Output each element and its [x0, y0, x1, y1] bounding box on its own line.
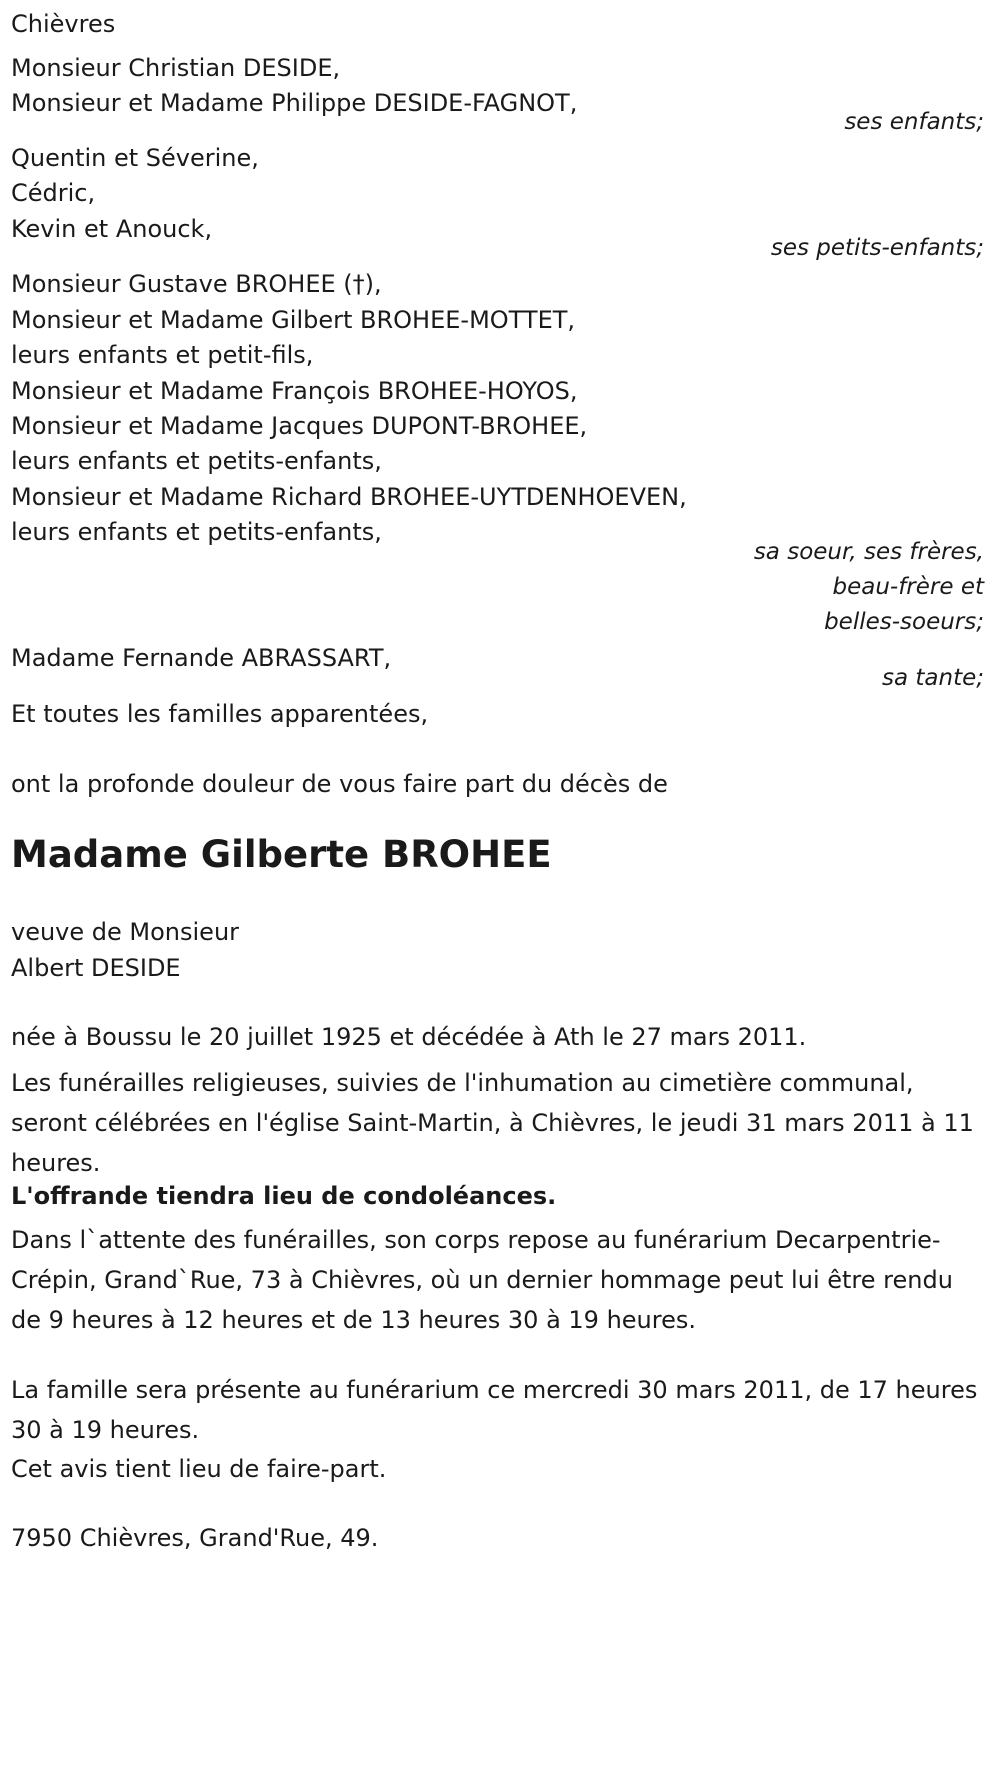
families-line: Et toutes les familles apparentées,	[11, 700, 429, 728]
aunt-line: Madame Fernande ABRASSART,	[11, 644, 392, 672]
siblings-relation-line: belles-soeurs;	[824, 609, 984, 635]
sibling-line: Monsieur Gustave BROHEE (†),	[11, 270, 382, 298]
siblings-relation-line: beau-frère et	[832, 574, 984, 600]
family-presence-paragraph: La famille sera présente au funérarium ce mercredi 30 mars 2011, de 17 heures 30 à 19 heures.	[11, 1376, 978, 1444]
notice-line: Cet avis tient lieu de faire-part.	[11, 1455, 387, 1483]
grandchild-line: Kevin et Anouck,	[11, 215, 213, 243]
aunt-relation: sa tante;	[882, 665, 984, 691]
city-heading: Chièvres	[11, 10, 116, 38]
sibling-line: leurs enfants et petits-enfants,	[11, 447, 382, 475]
widow-line: veuve de Monsieur	[11, 918, 240, 946]
sibling-line: Monsieur et Madame Gilbert BROHEE-MOTTET,	[11, 306, 576, 334]
funeral-paragraph: Les funérailles religieuses, suivies de l'inhumation au cimetière communal, seront célébrées en l'église Saint-Martin, à Chièvres, le jeudi 31 mars 2011 à 11 heures.	[11, 1069, 974, 1177]
sibling-line: leurs enfants et petit-fils,	[11, 341, 314, 369]
children-relation: ses enfants;	[844, 109, 984, 135]
child-line: Monsieur et Madame Philippe DESIDE-FAGNOT,	[11, 89, 578, 117]
widow-line: Albert DESIDE	[11, 954, 181, 982]
grandchild-line: Cédric,	[11, 179, 96, 207]
grandchildren-relation: ses petits-enfants;	[770, 235, 984, 261]
address-line: 7950 Chièvres, Grand'Rue, 49.	[11, 1524, 379, 1552]
offering-line: L'offrande tiendra lieu de condoléances.	[11, 1182, 557, 1210]
birth-death-line: née à Boussu le 20 juillet 1925 et décédée à Ath le 27 mars 2011.	[11, 1023, 807, 1051]
siblings-relation-line: sa soeur, ses frères,	[753, 539, 984, 565]
sibling-line: leurs enfants et petits-enfants,	[11, 518, 382, 546]
sibling-line: Monsieur et Madame Jacques DUPONT-BROHEE,	[11, 412, 588, 440]
grandchild-line: Quentin et Séverine,	[11, 144, 259, 172]
sibling-line: Monsieur et Madame Richard BROHEE-UYTDENHOEVEN,	[11, 483, 687, 511]
viewing-paragraph: Dans l`attente des funérailles, son corps repose au funérarium Decarpentrie-Crépin, Grand`Rue, 73 à Chièvres, où un dernier hommage peut lui être rendu de 9 heures à 12 heures et de 13 heures 30 à 19 heures.	[11, 1226, 953, 1334]
announcement-line: ont la profonde douleur de vous faire part du décès de	[11, 770, 668, 798]
deceased-name: Madame Gilberte BROHEE	[11, 833, 552, 876]
sibling-line: Monsieur et Madame François BROHEE-HOYOS,	[11, 377, 578, 405]
child-line: Monsieur Christian DESIDE,	[11, 54, 341, 82]
